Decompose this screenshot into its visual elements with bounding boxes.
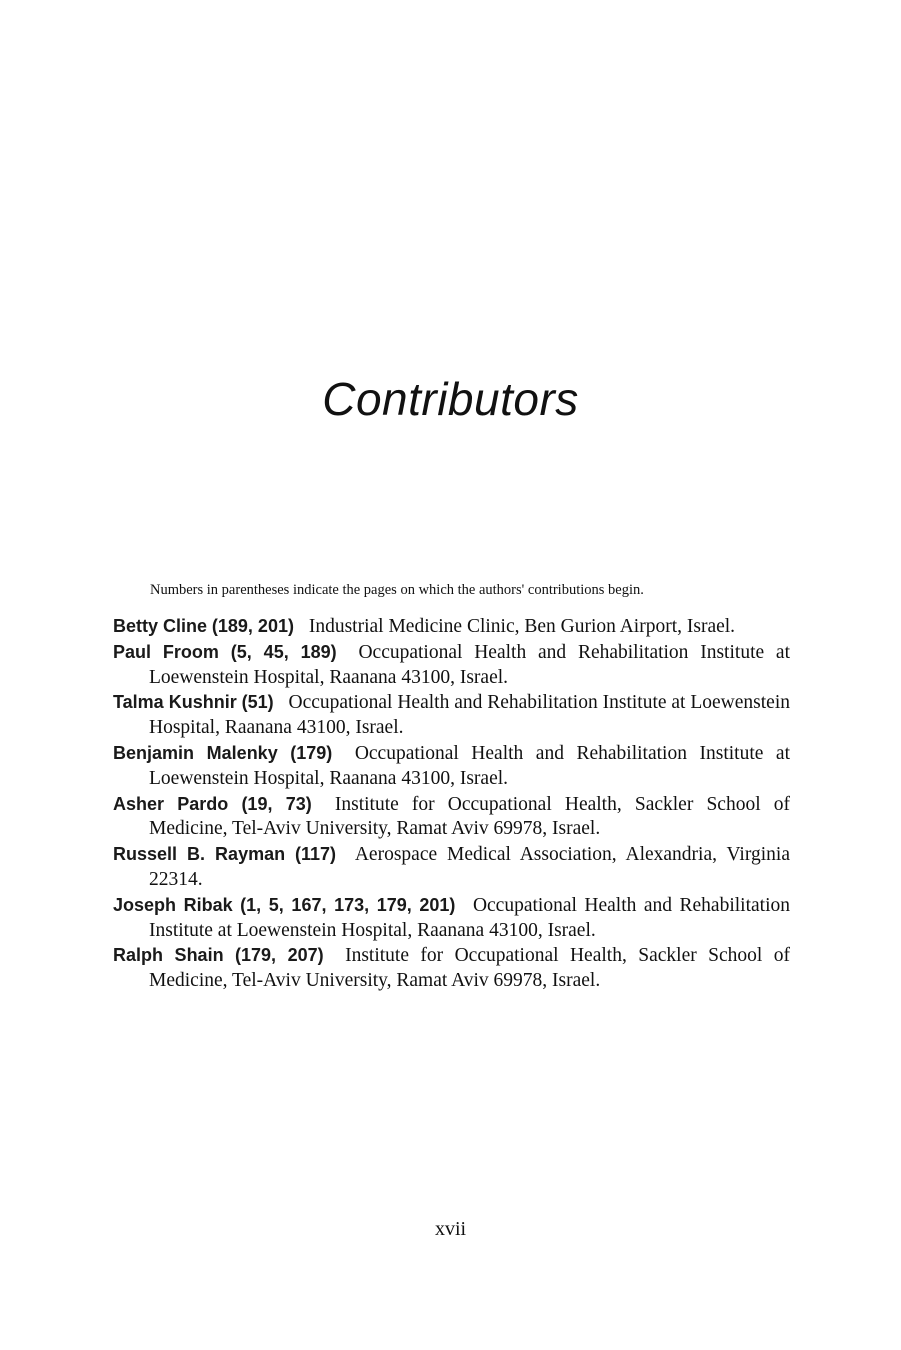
contributor-affiliation: Occupational Health and Rehabilitation Institute at Loewenstein Hospital, Raanana 43100, Israel. <box>149 742 790 789</box>
contributor-list <box>113 614 790 994</box>
contributor-affiliation: Occupational Health and Rehabilitation Institute at Loewenstein Hospital, Raanana 43100, Israel. <box>149 894 790 941</box>
contributor-entry <box>113 690 790 741</box>
contributor-affiliation: Occupational Health and Rehabilitation Institute at Loewenstein Hospital, Raanana 43100, Israel. <box>149 692 790 739</box>
contributor-affiliation: Aerospace Medical Association, Alexandria, Virginia 22314. <box>149 844 790 890</box>
contributor-entry <box>113 842 790 893</box>
contributor-pages: (189, 201) <box>211 616 294 636</box>
contributor-entry <box>113 792 790 843</box>
contributor-name: Benjamin Malenky <box>113 742 278 763</box>
contributor-name: Talma Kushnir <box>113 692 237 713</box>
contributor-pages: (117) <box>294 844 337 865</box>
contributor-name: Betty Cline <box>113 616 208 636</box>
page-title: Contributors <box>322 373 579 425</box>
contributor-name: Ralph Shain <box>113 945 224 966</box>
contributor-entry <box>113 893 790 944</box>
contributor-name: Joseph Ribak <box>113 894 233 915</box>
contributor-pages: (179) <box>290 742 333 763</box>
contributor-name: Asher Pardo <box>113 793 229 814</box>
contributor-name: Russell B. Rayman <box>113 844 286 865</box>
contributor-affiliation: Industrial Medicine Clinic, Ben Gurion Airport, Israel. <box>308 616 736 637</box>
contributor-affiliation: Institute for Occupational Health, Sackler School of Medicine, Tel-Aviv University, Ramat Aviv 69978, Israel. <box>149 945 791 992</box>
contributions-note: Numbers in parentheses indicate the pages on which the authors' contributions begin. <box>150 582 644 598</box>
contributor-pages: (5, 45, 189) <box>230 641 337 662</box>
contributor-entry <box>113 640 790 691</box>
contributor-pages: (179, 207) <box>235 945 324 966</box>
contributor-entry <box>113 741 790 792</box>
contributor-pages: (1, 5, 167, 173, 179, 201) <box>240 894 456 915</box>
contributor-name: Paul Froom <box>113 641 219 662</box>
contributor-entry <box>113 943 790 994</box>
contributor-entry <box>113 614 790 640</box>
page-number: xvii <box>434 1218 467 1240</box>
contributor-pages: (19, 73) <box>241 793 312 814</box>
contributor-affiliation: Occupational Health and Rehabilitation Institute at Loewenstein Hospital, Raanana 43100, Israel. <box>149 641 791 688</box>
contributor-affiliation: Institute for Occupational Health, Sackler School of Medicine, Tel-Aviv University, Ramat Aviv 69978, Israel. <box>149 793 790 840</box>
contributor-pages: (51) <box>241 692 274 713</box>
